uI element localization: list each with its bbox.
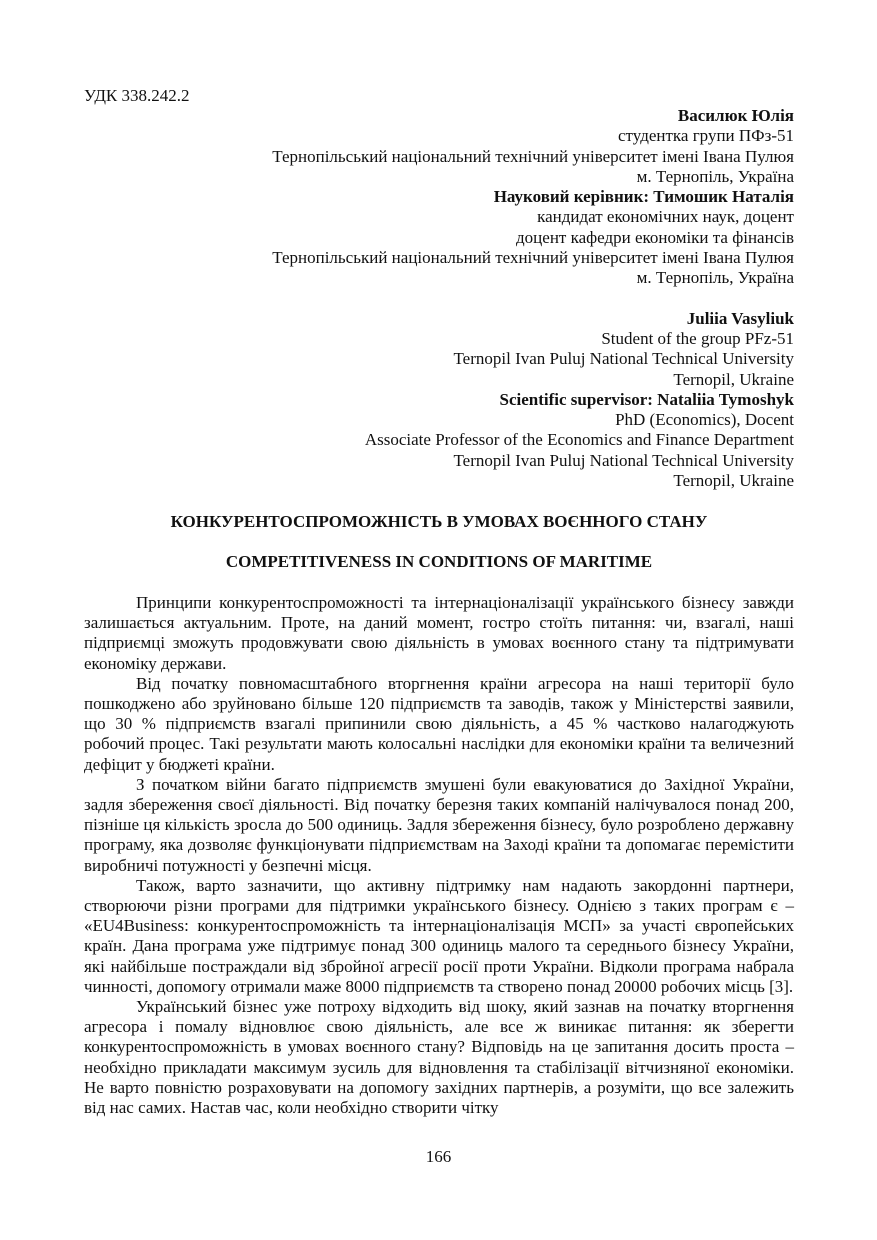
supervisor-university-uk: Тернопільський національний технічний університет імені Івана Пулюя: [272, 248, 794, 268]
author-university-uk: Тернопільський національний технічний університет імені Івана Пулюя: [272, 146, 794, 166]
paragraph: Принципи конкурентоспроможності та інтернаціоналізації українського бізнесу завжди залишається актуальним. Проте, на даний момент, гостро стоїть питання: чи, взагалі, наші підприємці зможуть продовжувати свою діяльність в умовах воєнного стану та підтримувати економіку держави.: [84, 593, 794, 673]
supervisor-degree-uk: кандидат економічних наук, доцент: [537, 207, 794, 227]
paragraph: Від початку повномасштабного вторгнення країни агресора на наші території було пошкоджено або зруйновано більше 120 підприємств та заводів, також у Міністерстві заявили, що 30 % підприємств взагалі припинили свою діяльність, а 45 % частково налагоджують робочий процес. Такі результати мають колосальні наслідки для економіки країни та величезний дефіцит у бюджеті країни.: [84, 673, 794, 774]
paper-title-en: COMPETITIVENESS IN CONDITIONS OF MARITIME: [225, 552, 653, 571]
supervisor-city-uk: м. Тернопіль, Україна: [636, 268, 794, 288]
author-position-uk: студентка групи ПФз-51: [618, 126, 794, 146]
author-block-spacer: [272, 289, 794, 309]
paper-title-uk: КОНКУРЕНТОСПРОМОЖНІСТЬ В УМОВАХ ВОЄННОГО СТАНУ: [170, 512, 708, 531]
page-number: 166: [425, 1147, 452, 1166]
supervisor-department-uk: доцент кафедри економіки та фінансів: [516, 227, 794, 247]
supervisor-university-en: Ternopil Ivan Puluj National Technical University: [453, 450, 794, 470]
author-block: [272, 106, 794, 491]
author-name-en: Juliia Vasyliuk: [686, 308, 794, 328]
supervisor-name-en: Scientific supervisor: Nataliia Tymoshyk: [499, 389, 794, 409]
author-name-uk: Василюк Юлія: [677, 106, 794, 125]
body-text: [84, 593, 794, 1118]
paragraph: Український бізнес уже потроху відходить від шоку, який зазнав на початку вторгнення агресора і помалу відновлює свою діяльність, але все ж виникає питання: як зберегти конкурентоспроможність в умовах воєнного стану? Відповідь на це запитання досить проста – необхідно прикладати максимум зусиль для відновлення та стабілізації вітчизняної економіки. Не варто повністю розраховувати на допомогу західних партнерів, а розуміти, що все залежить від нас самих. Настав час, коли необхідно створити чітку: [84, 997, 794, 1118]
author-position-en: Student of the group PFz-51: [601, 328, 794, 348]
supervisor-city-en: Ternopil, Ukraine: [673, 471, 794, 491]
supervisor-degree-en: PhD (Economics), Docent: [615, 410, 794, 430]
supervisor-name-uk: Науковий керівник: Тимошик Наталія: [493, 187, 794, 207]
udk-code: УДК 338.242.2: [84, 86, 190, 105]
supervisor-department-en: Associate Professor of the Economics and Finance Department: [364, 430, 794, 450]
paragraph: З початком війни багато підприємств змушені були евакуюватися до Західної України, задля збереження своєї діяльності. Від початку березня таких компаній налічувалося понад 200, пізніше ця кількість зросла до 500 одиниць. Задля збереження бізнесу, було розроблено державну програму, яка дозволяє функціонувати підприємствам на Заході країни та допомагає перемістити виробничі потужності у безпечні місця.: [84, 774, 794, 875]
author-city-uk: м. Тернопіль, Україна: [636, 166, 794, 186]
author-university-en: Ternopil Ivan Puluj National Technical University: [453, 349, 794, 369]
author-city-en: Ternopil, Ukraine: [673, 369, 794, 389]
paragraph: Також, варто зазначити, що активну підтримку нам надають закордонні партнери, створюючи різни програми для підтримки українського бізнесу. Однією з таких програм є – «EU4Business: конкурентоспроможність та інтернаціоналізація МСП» за участі європейських країн. Дана програма уже підтримує понад 300 одиниць малого та середнього бізнесу України, які найбільше постраждали від збройної агресії росії проти України. Відколи програма набрала чинності, допомогу отримали маже 8000 підприємств та створено понад 20000 робочих місць [3].: [84, 875, 794, 996]
